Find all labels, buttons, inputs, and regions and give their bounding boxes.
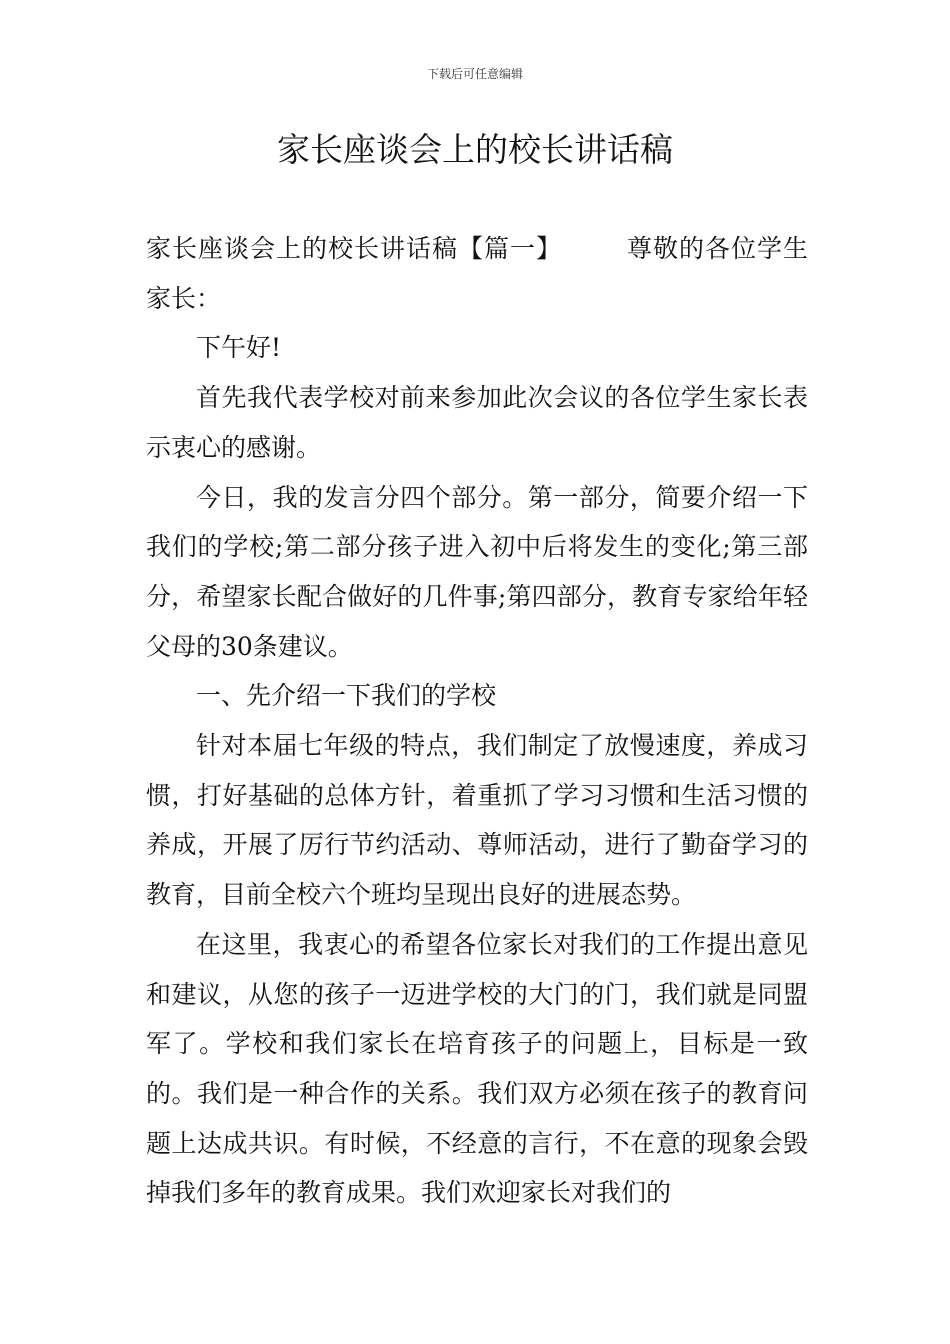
document-body [146, 224, 808, 1218]
paragraph-school-intro: 针对本届七年级的特点，我们制定了放慢速度，养成习惯，打好基础的总体方针，着重抓了学习习惯和生活习惯的养成，开展了厉行节约活动、尊师活动，进行了勤奋学习的教育，目前全校六个班均呈现出良好的进展态势。 [146, 731, 808, 910]
salutation: 尊敬的各位学生家长： [146, 234, 808, 313]
paragraph-thanks: 首先我代表学校对前来参加此次会议的各位学生家长表示衷心的感谢。 [146, 383, 808, 462]
document-title: 家长座谈会上的校长讲话稿 [277, 130, 673, 169]
paragraph-cooperation: 在这里，我衷心的希望各位家长对我们的工作提出意见和建议，从您的孩子一迈进学校的大门的门，我们就是同盟军了。学校和我们家长在培育孩子的问题上，目标是一致的。我们是一种合作的关系。我们双方必须在孩子的教育问题上达成共识。有时候，不经意的言行，不在意的现象会毁掉我们多年的教育成果。我们欢迎家长对我们的 [146, 929, 808, 1208]
section-heading-1: 一、先介绍一下我们的学校 [196, 681, 497, 711]
section-heading: 家长座谈会上的校长讲话稿【篇一】 [146, 234, 562, 263]
intro-paragraph [146, 224, 808, 323]
header-note: 下载后可任意编辑 [426, 67, 523, 81]
paragraph-outline: 今日，我的发言分四个部分。第一部分，简要介绍一下我们的学校;第二部分孩子进入初中后将发生的变化;第三部分，希望家长配合做好的几件事;第四部分，教育专家给年轻父母的30条建议。 [146, 482, 808, 661]
paragraph-greeting: 下午好! [196, 333, 282, 363]
